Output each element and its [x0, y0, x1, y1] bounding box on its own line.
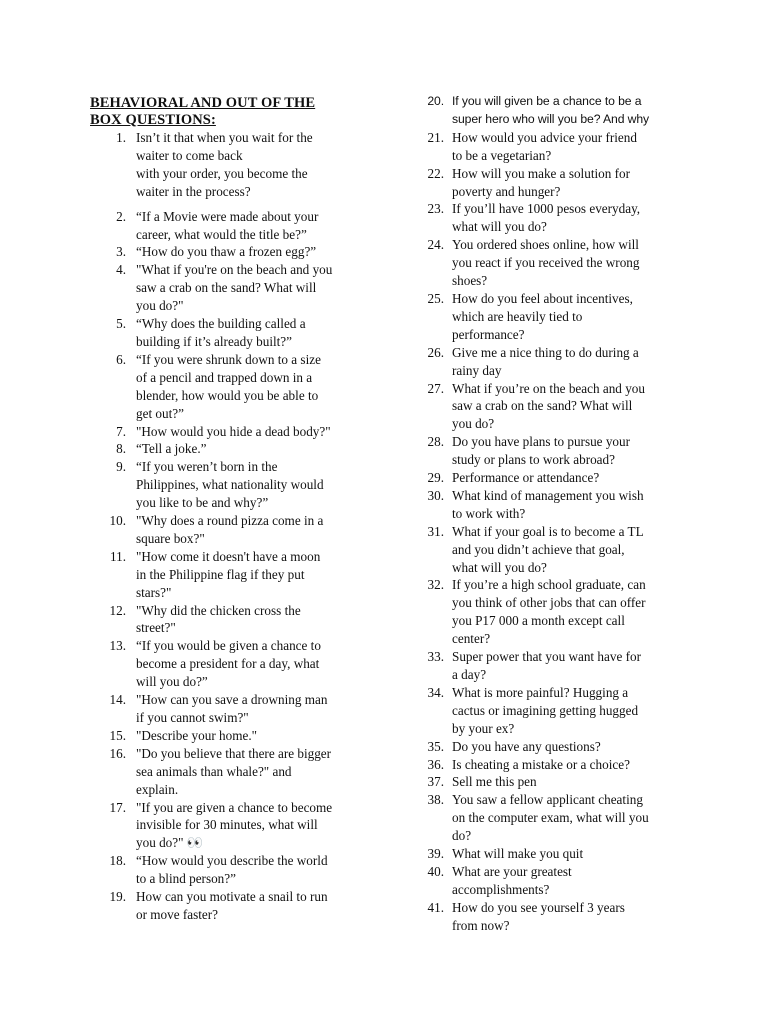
question-number: 3. — [116, 244, 126, 260]
question-number: 33. — [427, 649, 444, 665]
question-text: How would you advice your friend to be a vegetarian? — [452, 129, 637, 163]
question-text: "If you are given a chance to become invisible for 30 minutes, what will you do?" 👀 — [136, 799, 333, 851]
question-text: "Why did the chicken cross the street?" — [136, 602, 301, 636]
question-text: "How can you save a drowning man if you cannot swim?" — [136, 692, 328, 725]
question-text: "Describe your home." — [136, 727, 257, 743]
question-number: 4. — [116, 262, 126, 278]
question-number: 23. — [427, 201, 444, 217]
question-item — [100, 440, 368, 458]
question-number: 13. — [109, 638, 126, 654]
question-text: You ordered shoes online, how will you react if you received the wrong shoes? — [452, 237, 640, 289]
question-item — [100, 852, 368, 888]
question-text: "How would you hide a dead body?" — [136, 423, 331, 439]
question-number: 22. — [427, 165, 444, 181]
question-item — [412, 738, 680, 756]
question-text: How do you feel about incentives, which are heavily tied to performance? — [452, 290, 633, 342]
question-text: Do you have any questions? — [452, 738, 601, 754]
question-item — [412, 899, 680, 935]
question-text: “If you were shrunk down to a size of a pencil and trapped down in a blender, how would you be able to get out?” — [136, 351, 321, 421]
question-number: 36. — [427, 756, 444, 772]
question-number: 29. — [427, 470, 444, 486]
question-text: What if you’re on the beach and you saw a crab on the sand? What will you do? — [452, 380, 645, 432]
question-number: 6. — [116, 351, 126, 367]
question-number: 20. — [427, 94, 444, 108]
question-number: 8. — [116, 441, 126, 457]
question-text: Do you have plans to pursue your study or plans to work abroad? — [452, 434, 630, 468]
question-text: How can you motivate a snail to run or move faster? — [136, 889, 328, 922]
question-number: 24. — [427, 237, 444, 253]
question-number: 18. — [109, 853, 126, 869]
question-text: Give me a nice thing to do during a rainy day — [452, 344, 639, 378]
question-item — [412, 93, 680, 129]
question-number: 7. — [116, 423, 126, 439]
question-number: 14. — [109, 692, 126, 708]
question-text: Isn’t it that when you wait for the waiter to come back with your order, you become the waiter in the process? — [136, 130, 313, 199]
question-item — [412, 648, 680, 684]
question-text: "What if you're on the beach and you saw a crab on the sand? What will you do?" — [136, 262, 333, 314]
question-text: “Why does the building called a building if it’s already built?” — [136, 316, 306, 349]
question-number: 41. — [427, 899, 444, 915]
question-item — [100, 423, 368, 441]
question-text: How will you make a solution for poverty and hunger? — [452, 165, 631, 199]
question-number: 26. — [427, 344, 444, 360]
question-number: 31. — [427, 523, 444, 539]
question-number: 2. — [116, 208, 126, 224]
question-text: What if your goal is to become a TL and you didn’t achieve that goal, what will you do? — [452, 523, 644, 575]
question-item — [100, 351, 368, 423]
question-number: 39. — [427, 846, 444, 862]
question-item — [100, 888, 368, 924]
question-item — [100, 691, 368, 727]
question-item — [100, 602, 368, 638]
question-item — [100, 208, 368, 244]
question-item — [100, 548, 368, 602]
question-item — [412, 756, 680, 774]
question-list-left — [100, 129, 368, 924]
question-number: 38. — [427, 792, 444, 808]
question-item — [412, 469, 680, 487]
question-item — [100, 799, 368, 853]
question-text: How do you see yourself 3 years from now? — [452, 899, 625, 933]
question-number: 40. — [427, 863, 444, 879]
question-number: 37. — [427, 774, 444, 790]
page-title: BEHAVIORAL AND OUT OF THE BOX QUESTIONS: — [90, 95, 316, 128]
question-item — [412, 523, 680, 577]
question-item — [100, 261, 368, 315]
question-item — [100, 512, 368, 548]
question-text: You saw a fellow applicant cheating on the computer exam, what will you do? — [452, 792, 649, 844]
question-text: "Why does a round pizza come in a square box?" — [136, 513, 324, 546]
question-item — [412, 863, 680, 899]
question-number: 9. — [116, 459, 126, 475]
question-text: What is more painful? Hugging a cactus or imagining getting hugged by your ex? — [452, 684, 639, 736]
question-text: If you’ll have 1000 pesos everyday, what will you do? — [452, 201, 641, 235]
question-item — [412, 344, 680, 380]
question-number: 1. — [116, 130, 126, 145]
question-item — [100, 129, 368, 201]
question-number: 19. — [109, 889, 126, 905]
question-text: “If you weren’t born in the Philippines, what nationality would you like to be and why?” — [136, 459, 324, 511]
question-item — [100, 727, 368, 745]
question-text: Is cheating a mistake or a choice? — [452, 756, 630, 772]
question-text: “If a Movie were made about your career, what would the title be?” — [136, 208, 319, 242]
question-number: 32. — [427, 577, 444, 593]
question-number: 5. — [116, 316, 126, 332]
question-item — [412, 380, 680, 434]
question-item — [100, 637, 368, 691]
question-list-right — [412, 93, 680, 935]
question-number: 34. — [427, 684, 444, 700]
question-number: 21. — [427, 129, 444, 145]
question-number: 35. — [427, 738, 444, 754]
question-number: 11. — [110, 548, 126, 564]
question-text: If you will given be a chance to be a super hero who will you be? And why — [452, 94, 650, 126]
question-text: "How come it doesn't have a moon in the Philippine flag if they put stars?" — [136, 548, 321, 600]
question-text: Super power that you want have for a day? — [452, 649, 641, 682]
question-text: “How do you thaw a frozen egg?” — [136, 244, 317, 260]
question-text: Sell me this pen — [452, 774, 537, 790]
question-number: 28. — [427, 434, 444, 450]
question-number: 15. — [109, 727, 126, 743]
question-item — [412, 487, 680, 523]
question-text: "Do you believe that there are bigger sea animals than whale?" and explain. — [136, 745, 332, 797]
question-text: “How would you describe the world to a blind person?” — [136, 853, 328, 887]
question-item — [412, 773, 680, 791]
question-item — [100, 243, 368, 261]
question-item — [412, 200, 680, 236]
question-number: 10. — [109, 513, 126, 529]
question-number: 30. — [427, 487, 444, 503]
question-item — [412, 791, 680, 845]
question-item — [100, 458, 368, 512]
question-number: 25. — [427, 290, 444, 306]
question-text: “Tell a joke.” — [136, 441, 207, 457]
question-item — [100, 745, 368, 799]
question-text: Performance or attendance? — [452, 470, 600, 486]
question-number: 16. — [109, 745, 126, 761]
question-text: If you’re a high school graduate, can you think of other jobs that can offer you P17 000 a month except call center? — [452, 577, 646, 647]
question-item — [412, 165, 680, 201]
question-item — [100, 315, 368, 351]
question-number: 27. — [427, 380, 444, 396]
question-number: 12. — [109, 602, 126, 618]
question-item — [412, 684, 680, 738]
question-item — [412, 129, 680, 165]
question-text: What kind of management you wish to work with? — [452, 487, 644, 521]
question-text: “If you would be given a chance to become a president for a day, what will you do?” — [136, 638, 321, 690]
question-text: What will make you quit — [452, 846, 584, 862]
question-item — [412, 576, 680, 648]
question-item — [412, 845, 680, 863]
question-number: 17. — [109, 799, 126, 815]
question-item — [412, 236, 680, 290]
question-item — [412, 433, 680, 469]
question-text: What are your greatest accomplishments? — [452, 863, 572, 897]
question-item — [412, 290, 680, 344]
